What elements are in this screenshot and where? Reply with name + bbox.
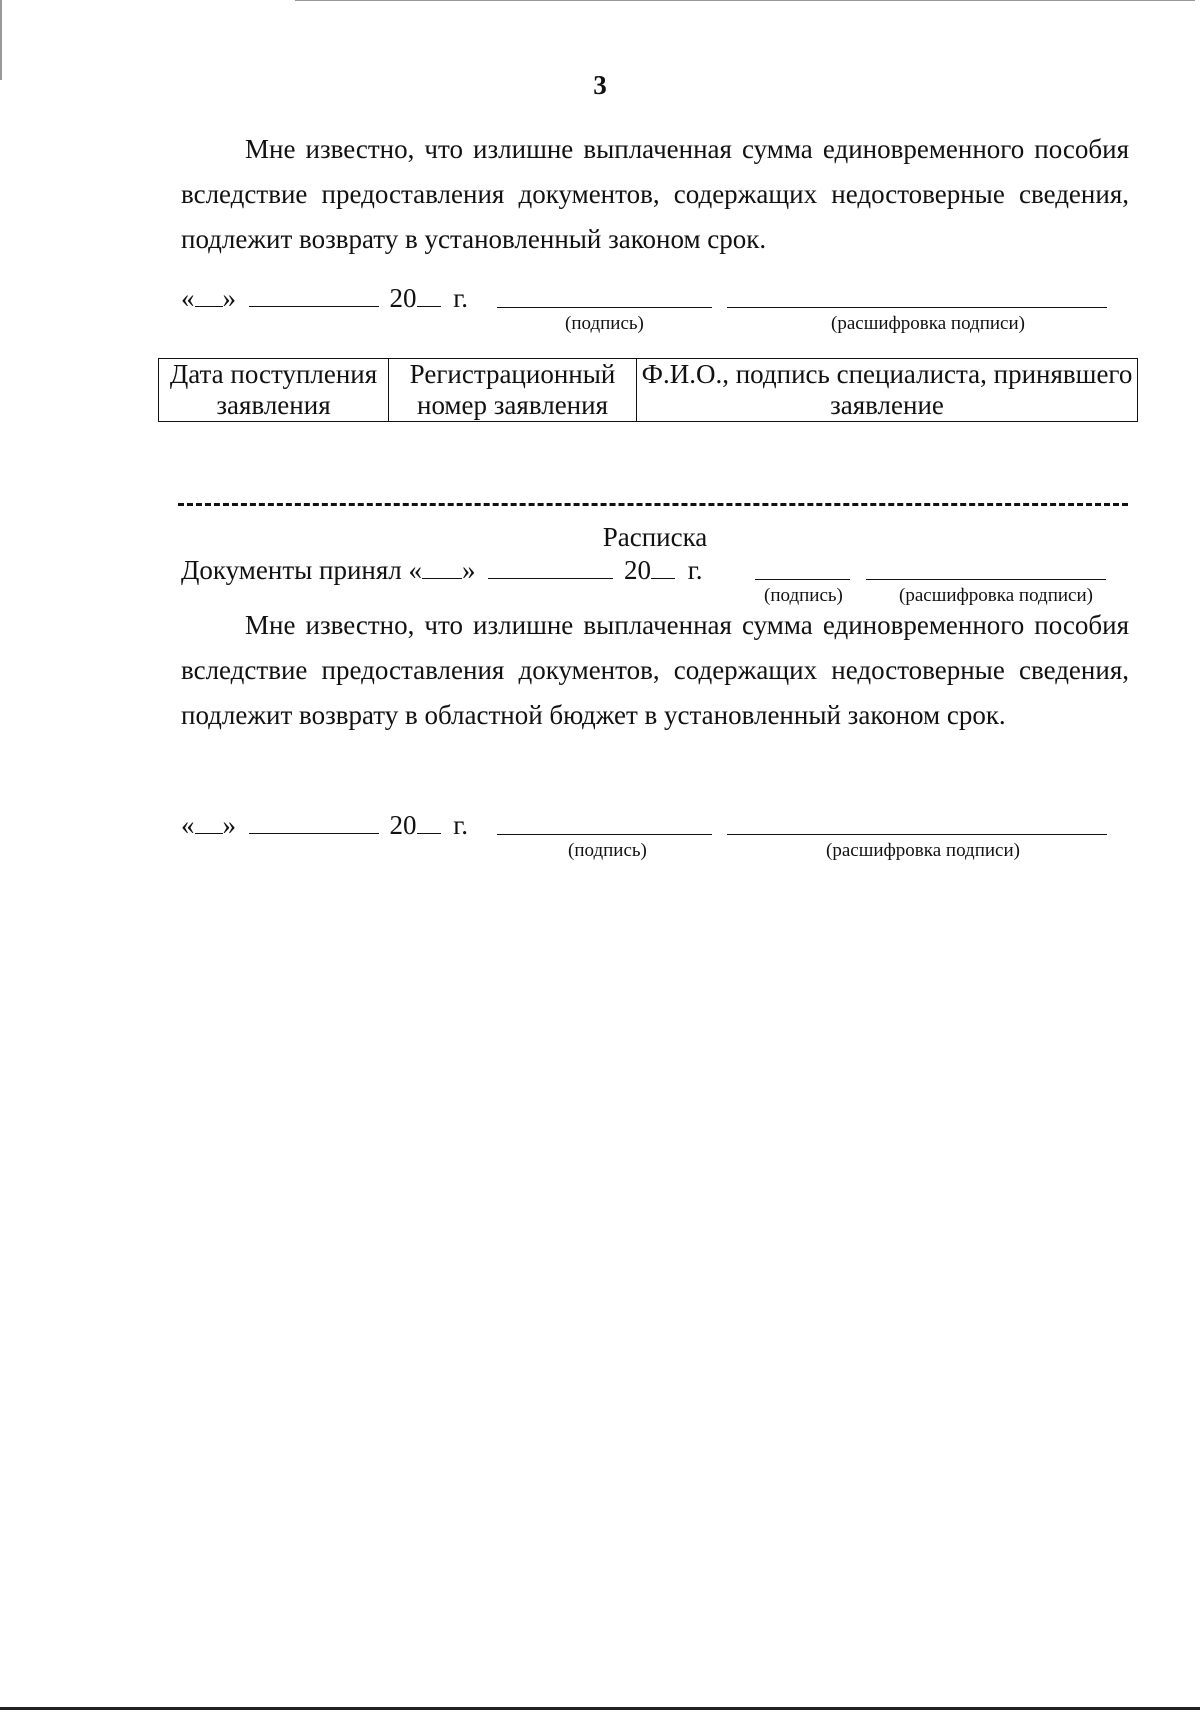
- receipt-title: Расписка: [602, 522, 708, 552]
- receipt-signature-caption: (подпись): [764, 585, 843, 606]
- quote-open: «: [181, 283, 195, 313]
- year-blank[interactable]: [417, 284, 441, 307]
- signature-field-1[interactable]: [497, 307, 712, 308]
- month-blank[interactable]: [249, 811, 379, 834]
- table-cell-registration-number: Регистрационный номер заявления: [389, 359, 637, 422]
- signature-caption-2: (подпись): [568, 840, 647, 861]
- month-blank[interactable]: [249, 284, 379, 307]
- day-blank[interactable]: [422, 556, 462, 579]
- year-prefix: 20: [389, 810, 417, 840]
- scan-top-line: [295, 0, 1195, 1]
- year-suffix: г.: [453, 810, 469, 840]
- year-prefix: 20: [624, 555, 651, 585]
- month-blank[interactable]: [488, 556, 613, 579]
- year-suffix: г.: [453, 283, 469, 313]
- signature-decryption-field-2[interactable]: [727, 834, 1107, 835]
- year-prefix: 20: [389, 283, 417, 313]
- page-number: 3: [593, 70, 607, 100]
- quote-close: »: [222, 810, 236, 840]
- signature-decryption-caption-1: (расшифровка подписи): [831, 313, 1025, 334]
- statement-paragraph-2: [181, 603, 1129, 738]
- receipt-signature-field[interactable]: [755, 579, 850, 580]
- day-blank[interactable]: [195, 811, 223, 834]
- signature-caption-1: (подпись): [565, 313, 644, 334]
- quote-open: «: [408, 555, 422, 585]
- signature-decryption-field-1[interactable]: [727, 307, 1107, 308]
- receipt-signature-decryption-field[interactable]: [866, 579, 1106, 580]
- quote-close: »: [222, 283, 236, 313]
- day-blank[interactable]: [195, 284, 223, 307]
- statement-1-text: Мне известно, что излишне выплаченная сумма единовременного пособия вследствие предоставления документов, содержащих недостоверные сведения, подлежит возврату в установленный законом срок.: [181, 134, 1129, 254]
- year-blank[interactable]: [417, 811, 441, 834]
- quote-close: »: [462, 555, 476, 585]
- year-suffix: г.: [687, 555, 703, 585]
- receipt-accepted-label: Документы принял: [181, 555, 402, 585]
- statement-paragraph-1: [181, 127, 1129, 262]
- table-row: [159, 359, 1138, 422]
- scan-left-edge: [0, 0, 2, 80]
- registration-table: [158, 358, 1138, 422]
- table-cell-receipt-date: Дата поступления заявления: [159, 359, 389, 422]
- table-cell-specialist: Ф.И.О., подпись специалиста, принявшего заявление: [637, 359, 1138, 422]
- year-blank[interactable]: [651, 556, 675, 579]
- quote-open: «: [181, 810, 195, 840]
- signature-field-2[interactable]: [497, 834, 712, 835]
- scan-bottom-line: [0, 1707, 1200, 1710]
- cut-line-divider: [178, 503, 1128, 506]
- statement-2-text: Мне известно, что излишне выплаченная сумма единовременного пособия вследствие предоставления документов, содержащих недостоверные сведения, подлежит возврату в областной бюджет в установленный законом срок.: [181, 610, 1129, 730]
- signature-decryption-caption-2: (расшифровка подписи): [826, 840, 1020, 861]
- receipt-signature-decryption-caption: (расшифровка подписи): [899, 585, 1093, 606]
